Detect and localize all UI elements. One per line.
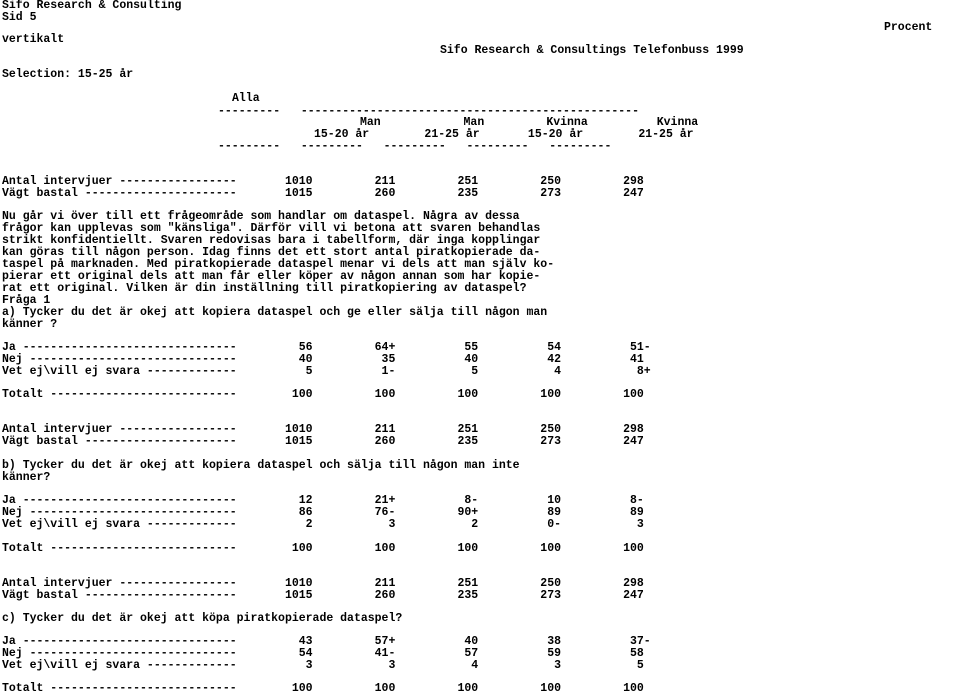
table-row-totalt: Totalt --------------------------- 100 100 100 100 100	[2, 542, 644, 555]
report-title: Sifo Research & Consultings Telefonbuss 1999	[440, 44, 744, 57]
table-row-totalt: Totalt --------------------------- 100 100 100 100 100	[2, 388, 644, 401]
base-antal-row: Antal intervjuer ----------------- 1010 211 251 250 298	[2, 175, 644, 188]
table-row-vet-ej: Vet ej\vill ej svara ------------- 3 3 4 3 5	[2, 659, 644, 672]
table-row-nej: Nej ------------------------------ 40 35 40 42 41	[2, 353, 644, 366]
table-row-antal: Antal intervjuer ----------------- 1010 211 251 250 298	[2, 577, 644, 590]
table-row-nej: Nej ------------------------------ 54 41- 57 59 58	[2, 647, 644, 660]
gender-headers: Man Man Kvinna Kvinna	[360, 116, 699, 129]
base-vagt-row: Vägt bastal ---------------------- 1015 260 235 273 247	[2, 187, 644, 200]
intro-line: kan göras till någon person. Idag finns det ett stort antal piratkopierade da-	[2, 246, 541, 259]
table-row-vet-ej: Vet ej\vill ej svara ------------- 2 3 2 0- 3	[2, 518, 644, 531]
question-a-text: a) Tycker du det är okej att kopiera dataspel och ge eller sälja till någon man	[2, 306, 548, 319]
intro-line: pierar ett original dels att man får eller köper av någon annan som har kopie-	[2, 270, 541, 283]
table-row-vet-ej: Vet ej\vill ej svara ------------- 5 1- 5 4 8+	[2, 365, 651, 378]
unit-label: Procent	[884, 21, 933, 34]
header-rule: --------- -------------------------------------------------	[218, 105, 639, 118]
intro-line: frågor kan upplevas som "känsliga". Därför vill vi betona att svaren behandlas	[2, 222, 541, 235]
column-group-all: Alla	[232, 92, 260, 105]
intro-line: strikt konfidentiellt. Svaren redovisas bara i tabellform, där inga kopplingar	[2, 234, 541, 247]
intro-line: taspel på marknaden. Med piratkopierade dataspel menar vi dels att man själv ko-	[2, 258, 555, 271]
orientation-label: vertikalt	[2, 33, 65, 46]
company-name: Sifo Research & Consulting	[2, 0, 182, 12]
page-number: Sid 5	[2, 11, 37, 24]
table-row-totalt: Totalt --------------------------- 100 100 100 100 100	[2, 682, 644, 695]
table-row-antal: Antal intervjuer ----------------- 1010 211 251 250 298	[2, 423, 644, 436]
table-row-nej: Nej ------------------------------ 86 76- 90+ 89 89	[2, 506, 644, 519]
question-b-text: känner?	[2, 471, 51, 484]
selection-label: Selection: 15-25 år	[2, 68, 134, 81]
table-row-ja: Ja ------------------------------- 12 21+ 8- 10 8-	[2, 494, 644, 507]
table-row-ja: Ja ------------------------------- 43 57+ 40 38 37-	[2, 635, 651, 648]
table-row-vagt: Vägt bastal ---------------------- 1015 260 235 273 247	[2, 589, 644, 602]
table-row-vagt: Vägt bastal ---------------------- 1015 260 235 273 247	[2, 435, 644, 448]
question-number: Fråga 1	[2, 294, 51, 307]
question-c-text: c) Tycker du det är okej att köpa piratkopierade dataspel?	[2, 612, 403, 625]
question-b-text: b) Tycker du det är okej att kopiera dataspel och sälja till någon man inte	[2, 459, 520, 472]
intro-line: Nu går vi över till ett frågeområde som handlar om dataspel. Några av dessa	[2, 210, 520, 223]
age-headers: 15-20 år 21-25 år 15-20 år 21-25 år	[314, 128, 694, 141]
intro-line: rat ett original. Vilken är din inställning till piratkopiering av dataspel?	[2, 282, 527, 295]
question-a-text: känner ?	[2, 318, 58, 331]
header-rule-columns: --------- --------- --------- --------- ---------	[218, 140, 612, 153]
table-row-ja: Ja ------------------------------- 56 64+ 55 54 51-	[2, 341, 651, 354]
